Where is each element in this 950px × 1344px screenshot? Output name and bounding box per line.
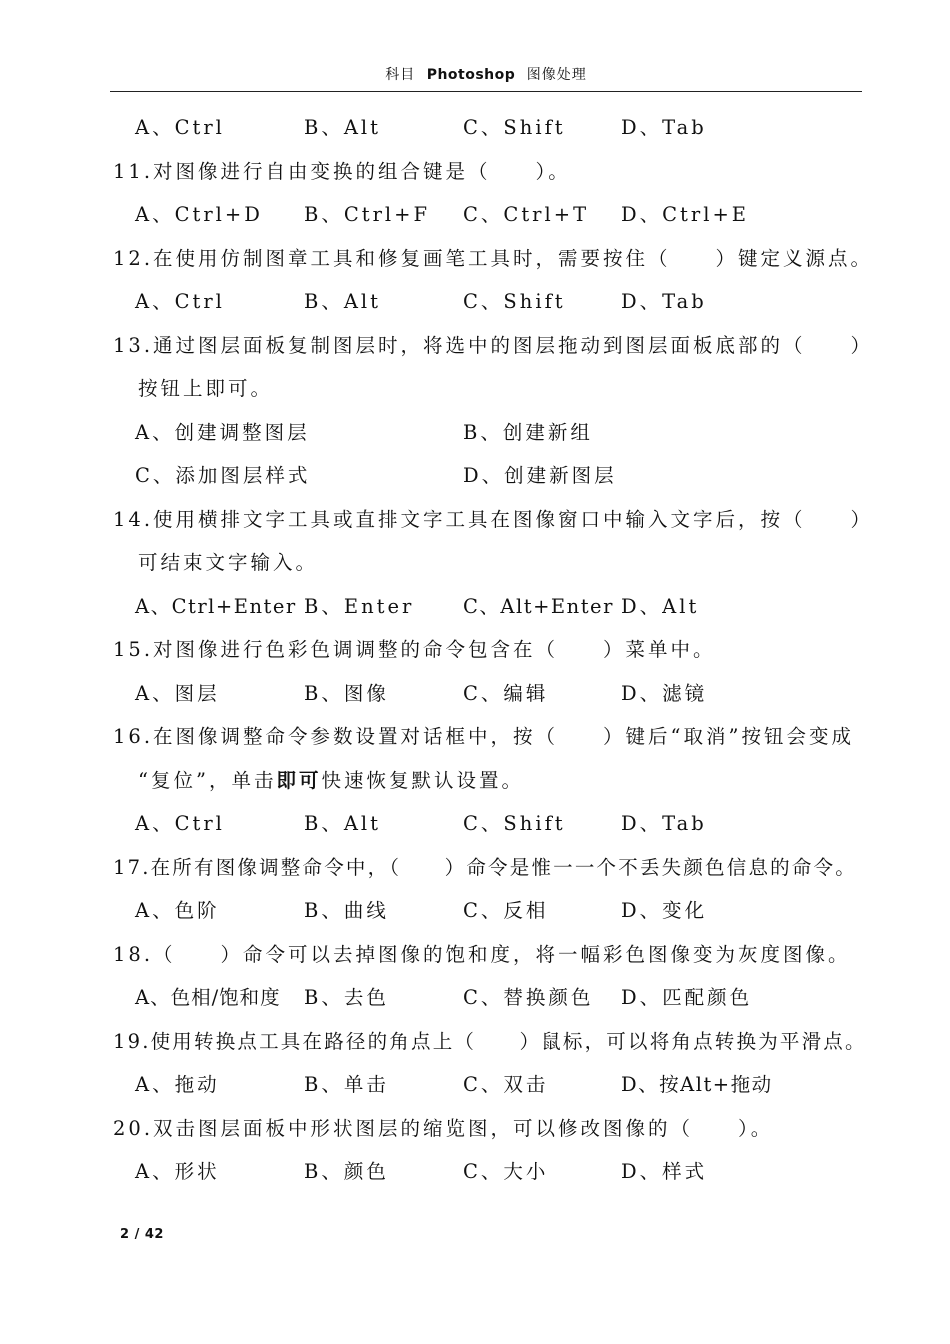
question-16: 16.在图像调整命令参数设置对话框中，按（ ）键后“取消”按钮会变成 <box>113 725 854 748</box>
option-c: C、编辑 <box>463 681 549 705</box>
question-13-continuation: 按钮上即可。 <box>138 377 274 400</box>
question-16-cont-b: 快速恢复默认设置。 <box>321 768 524 792</box>
question-16-options <box>135 802 862 846</box>
question-18: 18.（ ）命令可以去掉图像的饱和度，将一幅彩色图像变为灰度图像。 <box>113 942 851 966</box>
page-number: 2 / 42 <box>120 1227 164 1242</box>
option-c: C、添加图层样式 <box>135 464 311 487</box>
option-c: C、Shift <box>463 290 566 313</box>
option-a: A、形状 <box>135 1160 220 1183</box>
option-c: C、双击 <box>463 1073 549 1096</box>
page-header <box>110 64 862 92</box>
header-topic: 图像处理 <box>526 67 587 83</box>
option-c: C、反相 <box>463 899 549 922</box>
option-c: C、Shift <box>463 116 566 139</box>
question-17: 17.在所有图像调整命令中，（ ）命令是惟一一个不丢失颜色信息的命令。 <box>113 855 857 879</box>
option-a: A、Ctrl <box>135 290 225 313</box>
question-11: 11.对图像进行自由变换的组合键是（ ）。 <box>113 159 571 183</box>
question-16-continuation <box>138 759 524 803</box>
question-14-continuation: 可结束文字输入。 <box>138 551 319 574</box>
question-15-options <box>135 672 862 716</box>
option-b: B、颜色 <box>304 1160 389 1183</box>
option-a: A、Ctrl+Enter <box>135 594 297 618</box>
question-11-options <box>135 193 862 237</box>
question-14: 14.使用横排文字工具或直排文字工具在图像窗口中输入文字后，按（ ） <box>113 507 874 531</box>
option-b: B、Alt <box>304 812 381 835</box>
option-b: B、单击 <box>304 1073 389 1096</box>
header-subject: 科目 <box>385 67 416 83</box>
option-b: B、创建新组 <box>463 420 593 444</box>
option-c: C、Shift <box>463 812 566 835</box>
option-d: D、Tab <box>621 290 707 313</box>
option-a: A、Ctrl <box>135 116 225 139</box>
option-d: D、按Alt+拖动 <box>621 1073 773 1096</box>
option-d: D、Tab <box>621 116 707 139</box>
option-b: B、去色 <box>304 986 389 1009</box>
option-d: D、滤镜 <box>621 681 708 705</box>
option-c: C、大小 <box>463 1160 549 1183</box>
option-c: C、Ctrl+T <box>463 203 590 226</box>
option-a: A、Ctrl+D <box>135 203 263 226</box>
option-d: D、创建新图层 <box>463 464 617 487</box>
option-b: B、Alt <box>304 290 381 313</box>
option-c: C、Alt+Enter <box>463 594 614 618</box>
question-19-options <box>135 1063 862 1107</box>
option-d: D、Alt <box>621 594 700 618</box>
question-20-options <box>135 1150 862 1194</box>
option-b: B、曲线 <box>304 899 389 922</box>
option-a: A、拖动 <box>135 1073 220 1096</box>
question-16-cont-bold: 即可 <box>276 768 322 792</box>
option-a: A、图层 <box>135 681 220 705</box>
question-20: 20.双击图层面板中形状图层的缩览图，可以修改图像的（ ）。 <box>113 1116 774 1140</box>
option-d: D、样式 <box>621 1160 708 1183</box>
option-b: B、Alt <box>304 116 381 139</box>
question-15: 15.对图像进行色彩色调调整的命令包含在（ ）菜单中。 <box>113 638 716 661</box>
option-d: D、匹配颜色 <box>621 986 753 1009</box>
header-brand: Photoshop <box>426 67 516 83</box>
question-12: 12.在使用仿制图章工具和修复画笔工具时，需要按住（ ）键定义源点。 <box>113 246 874 270</box>
question-13: 13.通过图层面板复制图层时，将选中的图层拖动到图层面板底部的（ ） <box>113 333 874 357</box>
question-17-options <box>135 889 862 933</box>
question-16-cont-a: “复位”，单击 <box>138 768 277 792</box>
option-a: A、色相/饱和度 <box>135 986 281 1009</box>
option-d: D、Tab <box>621 812 707 835</box>
question-13-options-row1 <box>135 411 862 455</box>
option-a: A、创建调整图层 <box>135 420 310 444</box>
option-a: A、色阶 <box>135 899 220 922</box>
question-12-options <box>135 280 862 324</box>
question-19: 19.使用转换点工具在路径的角点上（ ）鼠标，可以将角点转换为平滑点。 <box>113 1029 867 1053</box>
option-c: C、替换颜色 <box>463 986 594 1009</box>
prev-question-options <box>135 106 862 150</box>
option-d: D、变化 <box>621 899 708 922</box>
option-b: B、Enter <box>304 594 415 618</box>
option-b: B、Ctrl+F <box>304 203 431 226</box>
question-13-options-row2 <box>135 454 862 498</box>
question-14-options <box>135 585 862 629</box>
option-a: A、Ctrl <box>135 812 225 835</box>
option-d: D、Ctrl+E <box>621 203 750 226</box>
option-b: B、图像 <box>304 681 389 705</box>
question-18-options <box>135 976 862 1020</box>
